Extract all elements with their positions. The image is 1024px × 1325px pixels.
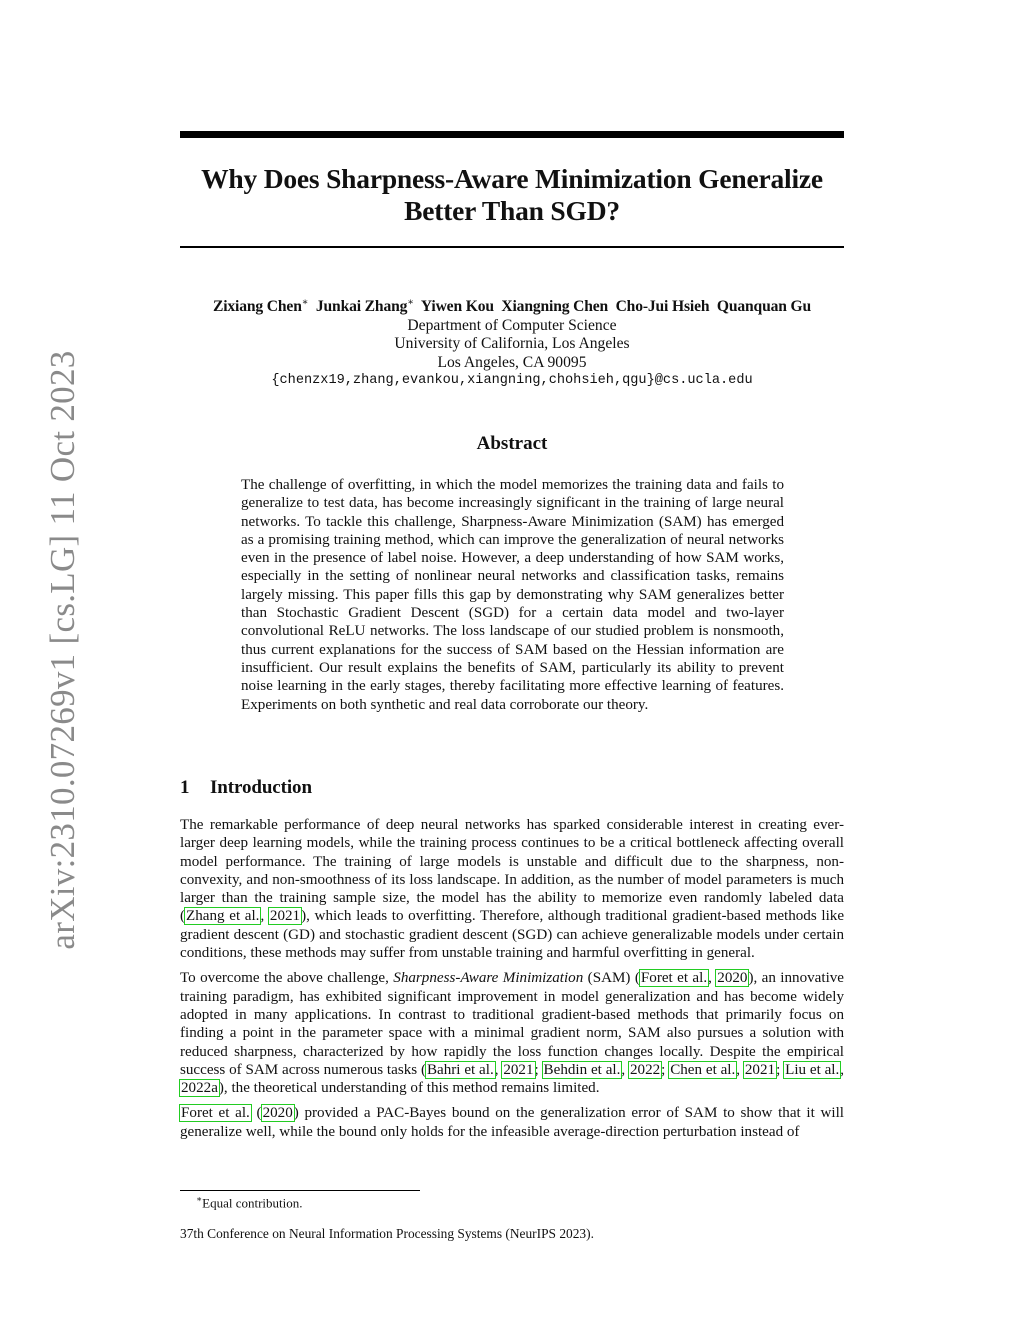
citation-link[interactable]: Chen et al. (670, 1061, 736, 1078)
citation-year-link[interactable]: 2020 (717, 970, 748, 987)
citation-separator: , (260, 908, 269, 925)
citation-link[interactable]: Behdin et al. (543, 1061, 621, 1078)
citation-year-link[interactable]: 2021 (503, 1061, 534, 1078)
citation-year-link[interactable]: 2022 (629, 1061, 661, 1078)
section-heading-introduction (180, 777, 312, 799)
paragraph-text: ) provided a PAC-Bayes bound on the generalization error of SAM to show that it will generalize well, while the bound only holds for the infeasible average-direction perturbation instead of (180, 1105, 844, 1140)
citation-separator: , (621, 1061, 629, 1078)
citation-separator: , (736, 1061, 744, 1078)
author-name: Junkai Zhang (315, 298, 408, 316)
citation-link[interactable]: Foret et al. (181, 1105, 250, 1122)
citation-link[interactable]: Zhang et al. (186, 908, 260, 925)
citation-link[interactable]: Bahri et al. (426, 1061, 494, 1078)
author-location: Los Angeles, CA 90095 (437, 353, 587, 371)
conference-note: 37th Conference on Neural Information Processing Systems (NeurIPS 2023). (180, 1226, 594, 1241)
footnote-text: Equal contribution. (202, 1195, 303, 1211)
paragraph-text: ), the theoretical understanding of this method remains limited. (218, 1080, 600, 1097)
footnote-mark: ∗ (196, 1194, 203, 1204)
citation-separator: , (840, 1061, 845, 1078)
author-block (160, 294, 864, 391)
title-bottom-rule (180, 246, 844, 248)
author-name: Cho-Jui Hsieh (615, 298, 710, 316)
author-name: Yiwen Kou (420, 298, 494, 316)
intro-paragraph-1 (180, 816, 844, 962)
paper-title (180, 163, 844, 227)
author-name: Xiangning Chen (501, 298, 609, 316)
section-number: 1 (180, 777, 190, 798)
paragraph-text: To overcome the above challenge, (180, 970, 394, 987)
paragraph-text: The remarkable performance of deep neural networks has sparked considerable interest in creating ever-larger deep learning models, while the training process continues to be a critical bottleneck affecting overall model performance. The training of large models is unstable and difficult due to the sharpness, non-convexity, and non-smoothness of its loss landscape. In addition, as the number of model parameters is much larger than the training sample size, the model has the ability to memorize even randomly labeled data ( (180, 817, 844, 925)
paragraph-text: ), which leads to overfitting. Therefore, although traditional gradient-based methods like gradient descent (GD) and stochastic gradient descent (SGD) can achieve generalizable models under certain conditions, these methods may suffer from unstable training and harmful overfitting in general. (180, 908, 845, 962)
intro-paragraph-3 (180, 1104, 844, 1141)
emphasis-text: Sharpness-Aware Minimization (393, 970, 584, 987)
equal-contribution-mark: ∗ (407, 297, 414, 308)
paragraph-text: (SAM) ( (583, 970, 640, 987)
author-name: Zixiang Chen (212, 298, 302, 316)
citation-year-link[interactable]: 2020 (262, 1105, 293, 1122)
citation-separator: ( (250, 1105, 262, 1122)
citation-separator: ; (776, 1061, 785, 1078)
citation-year-link[interactable]: 2022a (181, 1080, 218, 1097)
author-department: Department of Computer Science (407, 316, 617, 334)
introduction-body (180, 816, 844, 1148)
author-email: {chenzx19,zhang,evankou,xiangning,chohsieh,qgu}@cs.ucla.edu (271, 373, 753, 389)
footnote-rule (180, 1190, 420, 1191)
citation-year-link[interactable]: 2021 (269, 908, 301, 925)
paragraph-text: ), an innovative training paradigm, has exhibited significant improvement in model generalization and has become widely adopted in many applications. In contrast to traditional gradient-based methods that primarily focus on finding a point in the parameter space with a minimal gradient norm, SAM also pursues a solution with reduced sharpness, characterized by how rapidly the loss function changes locally. Despite the empirical success of SAM across numerous tasks ( (180, 970, 845, 1078)
citation-separator: ; (661, 1061, 670, 1078)
abstract-text: The challenge of overfitting, in which the model memorizes the training data and fails to generalize to test data, has become increasingly significant in the training of large neural networks. To tackle this challenge, Sharpness-Aware Minimization (SAM) has emerged as a promising training method, which can improve the generalization of neural networks even in the presence of label noise. However, a deep understanding of how SAM works, especially in the setting of nonlinear neural networks and classification tasks, remains largely missing. This paper fills this gap by demonstrating why SAM generalizes better than Stochastic Gradient Descent (SGD) for a certain data model and two-layer convolutional ReLU networks. The loss landscape of our studied problem is nonsmooth, thus current explanations for the success of SAM based on the Hessian information are insufficient. Our result explains the benefits of SAM, particularly its ability to prevent noise learning in the early stages, thereby facilitating more effective learning of features. Experiments on both synthetic and real data corroborate our theory. (241, 477, 784, 713)
citation-separator: ; (534, 1061, 543, 1078)
author-names (160, 294, 864, 317)
abstract-heading: Abstract (476, 433, 548, 454)
citation-separator: , (708, 970, 717, 987)
author-name: Quanquan Gu (716, 298, 812, 316)
title-top-rule (180, 131, 844, 138)
footnote (196, 1194, 303, 1211)
author-university: University of California, Los Angeles (394, 335, 630, 353)
citation-separator: , (494, 1061, 503, 1078)
equal-contribution-mark: ∗ (301, 297, 309, 308)
title-line-2: Better Than SGD? (404, 195, 620, 226)
intro-paragraph-2 (180, 969, 844, 1097)
citation-link[interactable]: Liu et al. (785, 1061, 840, 1078)
citation-link[interactable]: Foret et al. (640, 970, 708, 987)
citation-year-link[interactable]: 2021 (744, 1061, 776, 1078)
arxiv-stamp: arXiv:2310.07269v1 [cs.LG] 11 Oct 2023 (43, 350, 82, 950)
section-title-text: Introduction (210, 777, 312, 798)
title-line-1: Why Does Sharpness-Aware Minimization Generalize (201, 163, 823, 194)
